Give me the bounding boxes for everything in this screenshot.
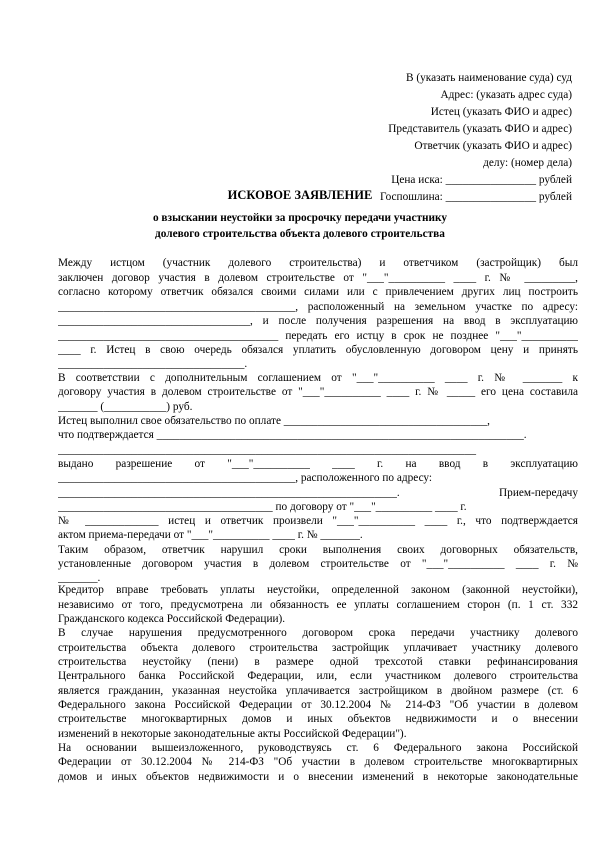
body-line: __________________________________________, расположенный на земельном участке по адресу: <box>58 301 578 313</box>
body-line: независимо от того, предусмотрена ли обязанность ее уплаты соглашением сторон (п. 1 ст. 332 <box>58 599 578 611</box>
body-line: строительства неустойку (пени) в размере одной трехсотой ставки рефинансирования <box>58 656 578 668</box>
defendant-line: Ответчик (указать ФИО и адрес) <box>414 140 572 152</box>
claim-price-line: Цена иска: ________________ рублей <box>391 174 572 186</box>
body-line: строительстве многоквартирных домов и иных объектов недвижимости и о внесении <box>58 713 578 725</box>
body-line: ____________________________________________________________. Прием-передачу <box>58 487 578 499</box>
body-line: актом приема-передачи от "___"__________ ____ г. № _______. <box>58 529 363 541</box>
body-line: В случае нарушения предусмотренного договором срока передачи участнику долевого <box>58 627 578 639</box>
body-line: __________________________________________, расположенного по адресу: <box>58 472 433 484</box>
body-line: ____ г. Истец в свою очередь обязался уплатить обусловленную договором цену и принять <box>58 344 578 356</box>
body-line: договору участия в долевом строительстве от "___"__________ ____ г. № _____ его цена составила <box>58 386 578 398</box>
case-line: делу: (номер дела) <box>483 157 572 169</box>
representative-line: Представитель (указать ФИО и адрес) <box>388 123 572 135</box>
body-line: _______ (___________) руб. <box>58 401 193 413</box>
document-subtitle-1: о взыскании неустойки за просрочку передачи участнику <box>152 212 448 224</box>
plaintiff-line: Истец (указать ФИО и адрес) <box>430 106 572 118</box>
body-line: Федерации от 30.12.2004 № 214-ФЗ "Об участии в долевом строительстве многоквартирных <box>58 756 578 768</box>
body-line: _________________________________. <box>58 358 248 370</box>
body-line: Гражданского кодекса Российской Федерации). <box>58 613 286 625</box>
court-address-line: Адрес: (указать адрес суда) <box>440 89 572 101</box>
body-line: является гражданин, указанная неустойка уплачивается застройщиком в двойном размере (ст. 6 <box>58 685 578 697</box>
body-line: В соответствии с дополнительным соглашением от "___"__________ ____ г. № _______ к <box>58 372 578 384</box>
body-line: строительства объекта долевого строительства застройщик уплачивает участнику долевого <box>58 642 578 654</box>
body-line: что подтверждается _________________________________________________________________. <box>58 429 527 441</box>
addressee-block <box>242 70 572 206</box>
body-line: Федерального закона Российской Федерации от 30.12.2004 № 214-ФЗ "Об участии в долевом <box>58 699 578 711</box>
document-title: ИСКОВОЕ ЗАЯВЛЕНИЕ <box>227 188 373 202</box>
state-fee-line: Госпошлина: ________________ рублей <box>380 191 572 203</box>
court-line: В (указать наименование суда) суд <box>406 72 572 84</box>
body-line: заключен договор участия в долевом строительстве от "___"__________ ____ г. № _________, <box>58 272 578 284</box>
body-line: изменений в некоторые законодательные акты Российской Федерации"). <box>58 728 407 740</box>
body-line: Между истцом (участник долевого строительства) и ответчиком (застройщик) был <box>58 257 578 269</box>
body-line: Центрального банка Российской Федерации, или, если участником долевого строительства <box>58 670 578 682</box>
body-line: выдано разрешение от "___"__________ ____ г. на ввод в эксплуатацию <box>58 458 578 470</box>
body-line: ______________________________________ по договору от "___"__________ ____ г. <box>58 501 467 513</box>
body-line: _______. <box>58 572 101 584</box>
body-line: Кредитор вправе требовать уплаты неустойки, определенной законом (законной неустойки), <box>58 584 578 596</box>
body-line: __________________________________________________________________________ <box>58 444 476 456</box>
body-line: Таким образом, ответчик нарушил сроки выполнения своих договорных обязательств, <box>58 544 578 556</box>
body-line: установленные договором участия в долевом строительстве от "___"__________ ____ г. № <box>58 558 578 570</box>
body-line: согласно которому ответчик обязался своими силами или с привлечением других лиц построить <box>58 286 578 298</box>
document-subtitle-2: долевого строительства объекта долевого строительства <box>155 228 445 240</box>
body-line: № _____________ истец и ответчик произвели "___"__________ ____ г., что подтверждается <box>58 515 578 527</box>
body-line: Истец выполнил свое обязательство по оплате ____________________________________, <box>58 415 490 427</box>
body-line: домов и иных объектов недвижимости и о внесении изменений в некоторые законодательные <box>58 771 578 783</box>
body-line: _______________________________________ передать его истцу в срок не позднее "___"__________ <box>58 330 578 342</box>
body-line: На основании вышеизложенного, руководствуясь ст. 6 Федерального закона Российской <box>58 742 578 754</box>
body-line: __________________________________, и после получения разрешения на ввод в эксплуатацию <box>58 315 578 327</box>
